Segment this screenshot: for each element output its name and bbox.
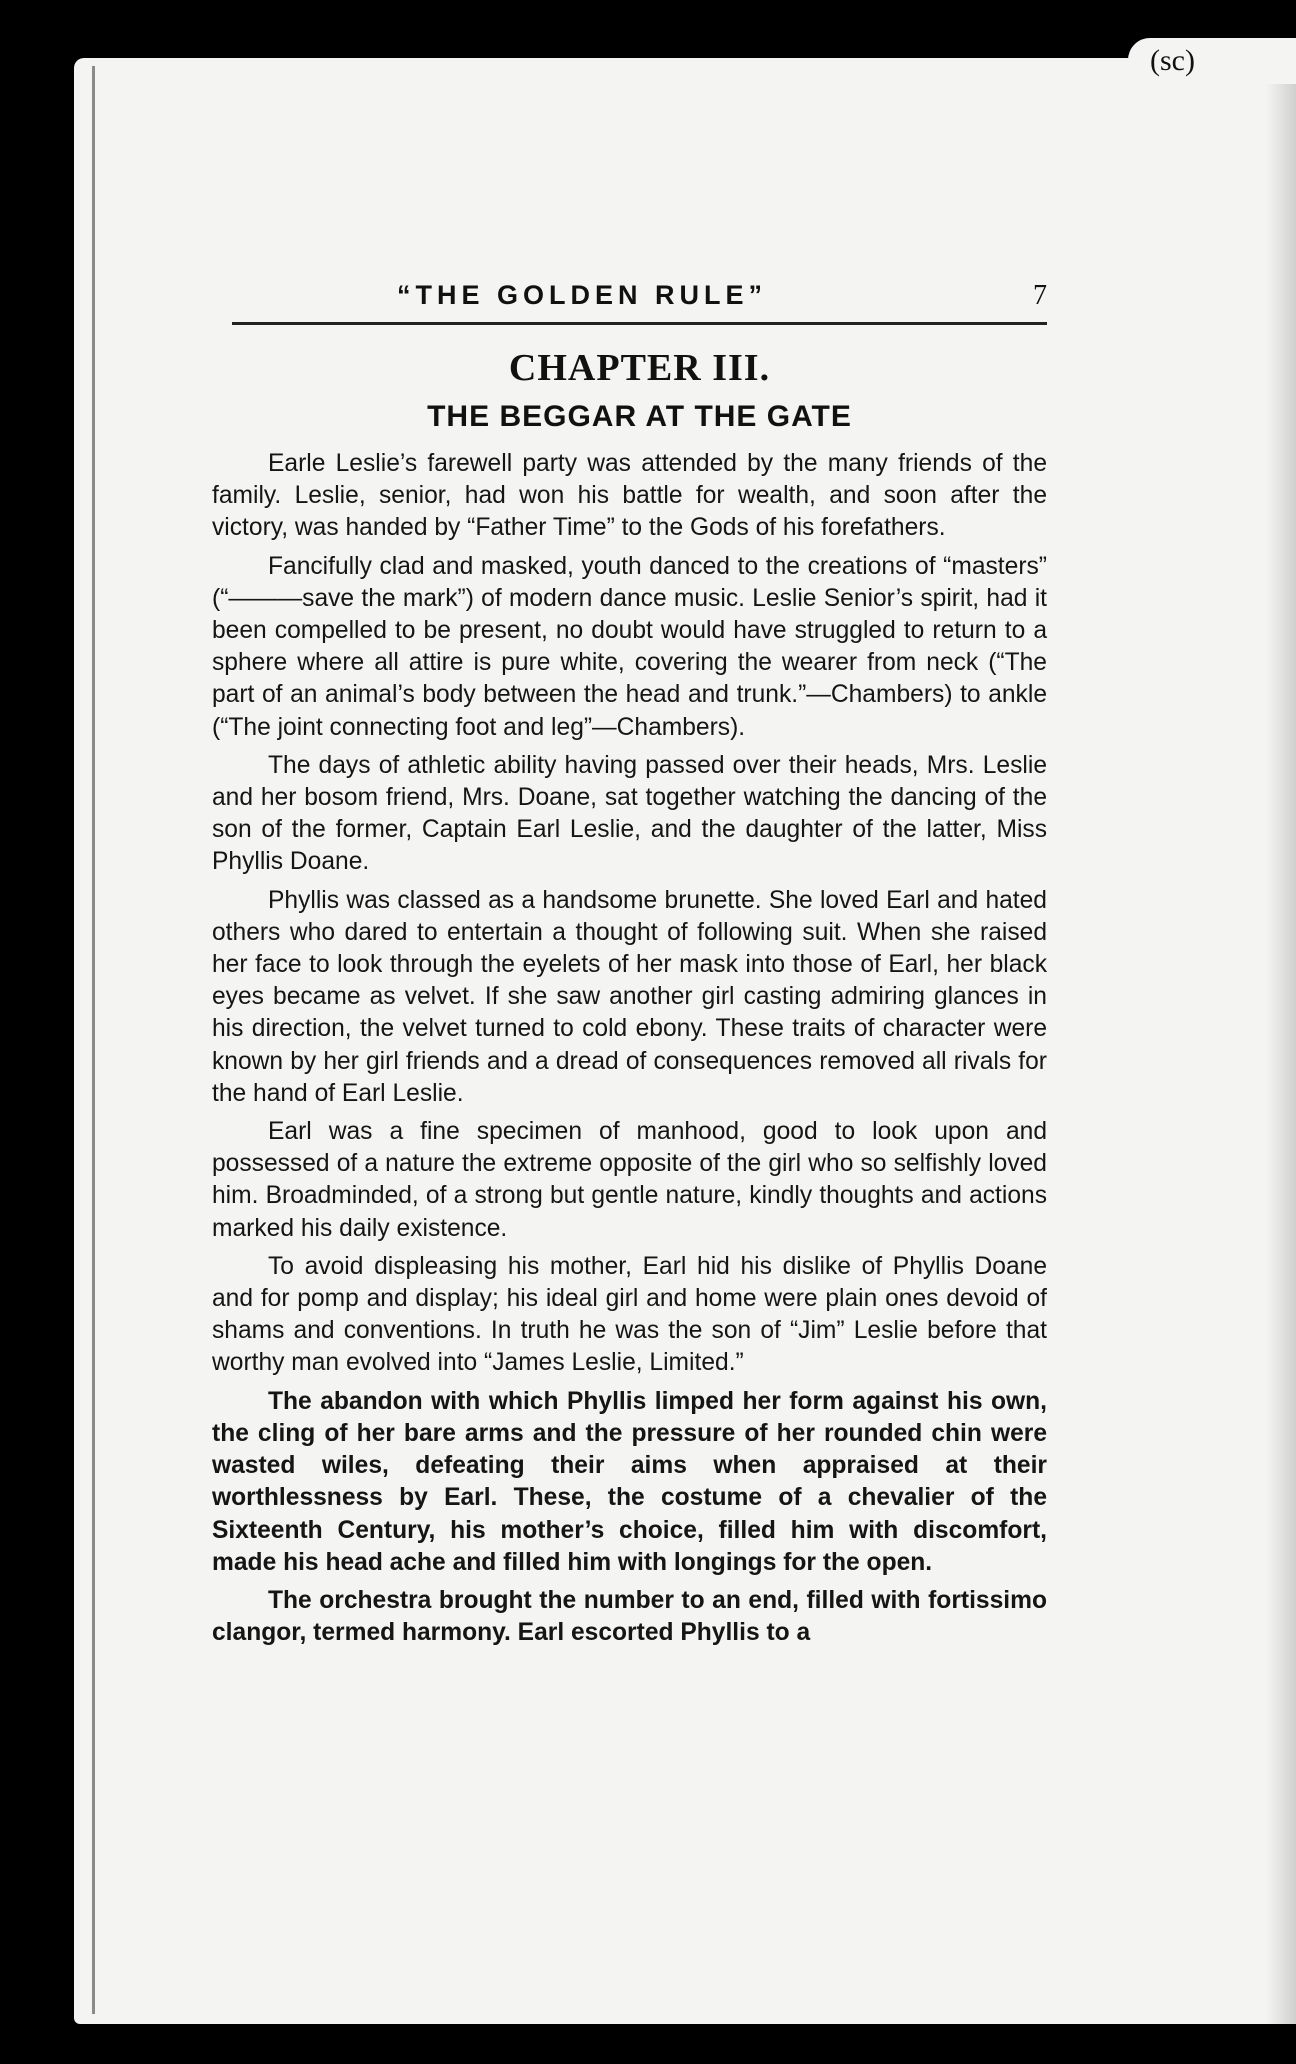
- page-shadow: [1266, 58, 1296, 2024]
- page-binding-edge: [92, 66, 95, 2014]
- paragraph: Earle Leslie’s farewell party was attended by the many friends of the family. Leslie, senior, had won his battle for wealth, and soon after the victory, was handed by “Father Time” to the Gods of his forefathers.: [212, 450, 1047, 542]
- corner-tab-label: (sc): [1128, 38, 1296, 84]
- header-rule: [232, 322, 1047, 325]
- paragraph: Phyllis was classed as a handsome brunette. She loved Earl and hated others who dared to entertain a thought of following suit. When she raised her face to look through the eyelets of her mask into those of Earl, her black eyes became as velvet. If she saw another girl casting admiring glances in his direction, the velvet turned to cold ebony. These traits of character were known by her girl friends and a dread of consequences removed all rivals for the hand of Earl Leslie.: [212, 886, 1047, 1107]
- body-text: [212, 448, 1047, 1649]
- paragraph: Fancifully clad and masked, youth danced to the creations of “masters” (“———save the mark”) of modern dance music. Leslie Senior’s spirit, had it been compelled to be present, no doubt would have struggled to return to a sphere where all attire is pure white, covering the wearer from neck (“The part of an animal’s body between the head and trunk.”—Chambers) to ankle (“The joint connecting foot and leg”—Chambers).: [212, 552, 1047, 741]
- page-number: 7: [1033, 280, 1047, 311]
- running-header: [232, 280, 1047, 324]
- paragraph: Earl was a fine specimen of manhood, good to look upon and possessed of a nature the extreme opposite of the girl who so selfishly loved him. Broadminded, of a strong but gentle nature, kindly thoughts and actions marked his daily existence.: [212, 1118, 1047, 1242]
- chapter-heading: CHAPTER III.: [508, 347, 771, 389]
- running-title: “THE GOLDEN RULE”: [396, 280, 767, 310]
- paragraph: To avoid displeasing his mother, Earl hid his dislike of Phyllis Doane and for pomp and display; his ideal girl and home were plain ones devoid of shams and conventions. In truth he was the son of “Jim” Leslie before that worthy man evolved into “James Leslie, Limited.”: [212, 1252, 1047, 1377]
- paragraph: The days of athletic ability having passed over their heads, Mrs. Leslie and her bosom friend, Mrs. Doane, sat together watching the dancing of the son of the former, Captain Earl Leslie, and the daughter of the latter, Miss Phyllis Doane.: [212, 751, 1047, 876]
- chapter-title: THE BEGGAR AT THE GATE: [427, 400, 852, 433]
- paragraph: The abandon with which Phyllis limped her form against his own, the cling of her bare arms and the pressure of her rounded chin were wasted wiles, defeating their aims when appraised at their worthlessness by Earl. These, the costume of a chevalier of the Sixteenth Century, his mother’s choice, filled him with discomfort, made his head ache and filled him with longings for the open.: [212, 1387, 1047, 1576]
- paragraph: The orchestra brought the number to an end, filled with fortissimo clangor, termed harmony. Earl escorted Phyllis to a: [212, 1586, 1047, 1647]
